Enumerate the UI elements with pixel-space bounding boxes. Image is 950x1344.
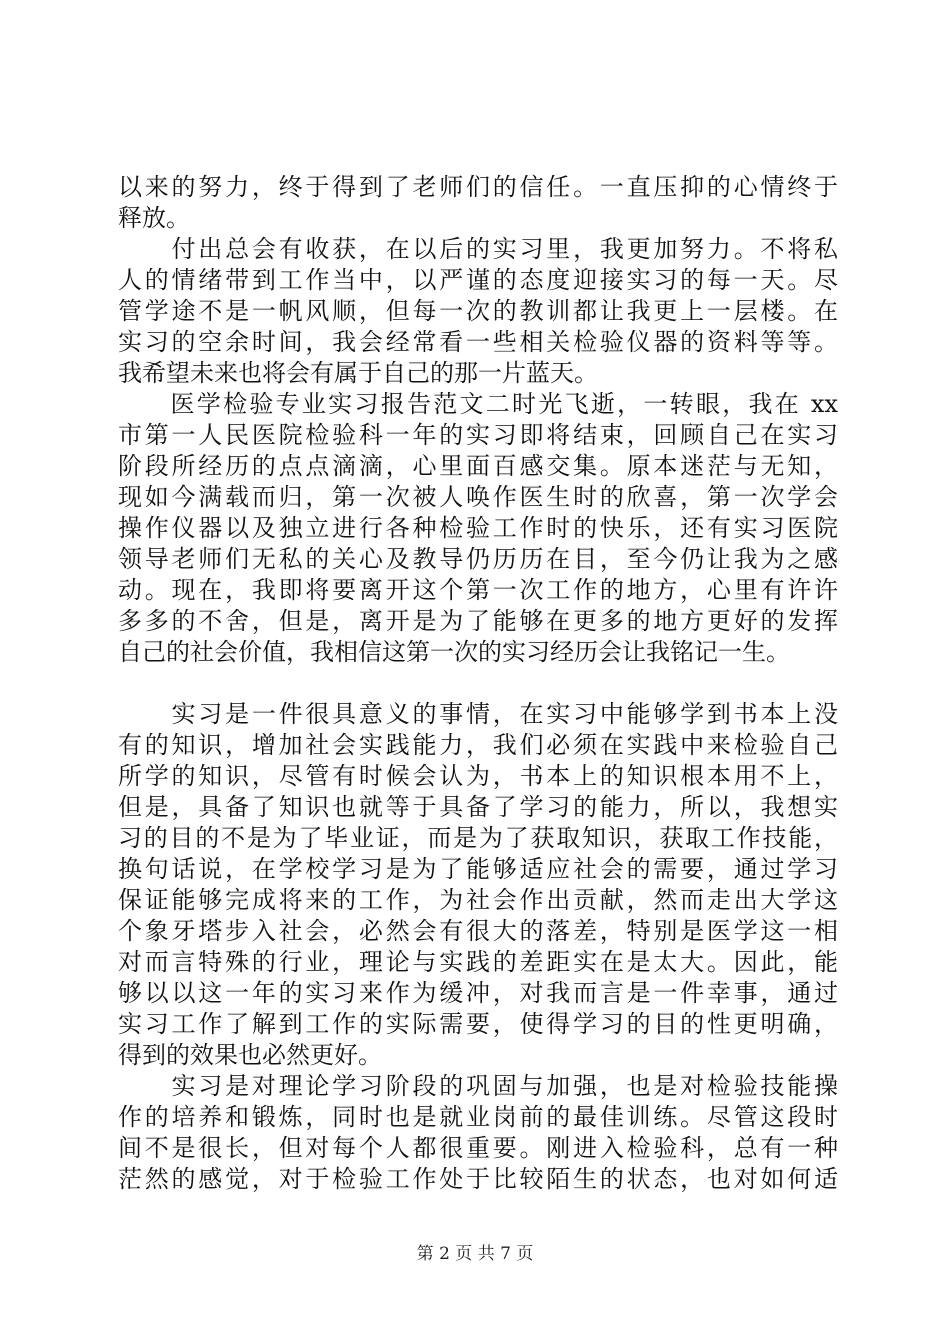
text-line: 间不是很长，但对每个人都很重要。刚进入检验科，总有一种 — [118, 1134, 838, 1162]
text-line: 实习的空余时间，我会经常看一些相关检验仪器的资料等等。 — [118, 328, 838, 356]
text-line: 动。现在，我即将要离开这个第一次工作的地方，心里有许许 — [118, 576, 838, 604]
text-line: 以来的努力，终于得到了老师们的信任。一直压抑的心情终于 — [118, 173, 838, 201]
text-line: 习的目的不是为了毕业证，而是为了获取知识，获取工作技能， — [118, 824, 838, 852]
text-line: 得到的效果也必然更好。 — [118, 1041, 382, 1069]
text-line: 领导老师们无私的关心及教导仍历历在目，至今仍让我为之感 — [118, 545, 838, 573]
text-line: 人的情绪带到工作当中，以严谨的态度迎接实习的每一天。尽 — [118, 266, 838, 294]
text-line: 实习是对理论学习阶段的巩固与加强，也是对检验技能操 — [118, 1072, 838, 1100]
text-line: 付出总会有收获，在以后的实习里，我更加努力。不将私 — [118, 235, 838, 263]
text-line: 多多的不舍，但是，离开是为了能够在更多的地方更好的发挥 — [118, 607, 838, 635]
text-line: 但是，具备了知识也就等于具备了学习的能力，所以，我想实 — [118, 793, 838, 821]
text-line: 我希望未来也将会有属于自己的那一片蓝天。 — [118, 359, 598, 387]
text-line: 现如今满载而归，第一次被人唤作医生时的欣喜，第一次学会 — [118, 483, 838, 511]
text-line: 医学检验专业实习报告范文二时光飞逝，一转眼，我在 xx — [118, 390, 838, 418]
text-line: 实习是一件很具意义的事情，在实习中能够学到书本上没 — [118, 700, 838, 728]
text-line: 所学的知识，尽管有时候会认为，书本上的知识根本用不上， — [118, 762, 838, 790]
blank-line — [118, 668, 838, 699]
text-line: 够以以这一年的实习来作为缓冲，对我而言是一件幸事，通过 — [118, 979, 838, 1007]
text-line: 对而言特殊的行业，理论与实践的差距实在是太大。因此，能 — [118, 948, 838, 976]
text-line: 个象牙塔步入社会，必然会有很大的落差，特别是医学这一相 — [118, 917, 838, 945]
text-line: 市第一人民医院检验科一年的实习即将结束，回顾自己在实习 — [118, 421, 838, 449]
text-line: 作的培养和锻炼，同时也是就业岗前的最佳训练。尽管这段时 — [118, 1103, 838, 1131]
text-line: 有的知识，增加社会实践能力，我们必须在实践中来检验自己 — [118, 731, 838, 759]
text-line: 阶段所经历的点点滴滴，心里面百感交集。原本迷茫与无知， — [118, 452, 838, 480]
text-line: 自己的社会价值，我相信这第一次的实习经历会让我铭记一生。 — [118, 638, 790, 666]
text-line: 释放。 — [118, 204, 190, 232]
text-line: 实习工作了解到工作的实际需要，使得学习的目的性更明确， — [118, 1010, 838, 1038]
text-line: 换句话说，在学校学习是为了能够适应社会的需要，通过学习 — [118, 855, 838, 883]
text-line: 茫然的感觉，对于检验工作处于比较陌生的状态，也对如何适 — [118, 1165, 838, 1193]
page-footer: 第 2 页 共 7 页 — [416, 1244, 534, 1264]
text-line: 操作仪器以及独立进行各种检验工作时的快乐，还有实习医院 — [118, 514, 838, 542]
body-text — [118, 172, 838, 1195]
text-line: 保证能够完成将来的工作，为社会作出贡献，然而走出大学这 — [118, 886, 838, 914]
text-line: 管学途不是一帆风顺，但每一次的教训都让我更上一层楼。在 — [118, 297, 838, 325]
